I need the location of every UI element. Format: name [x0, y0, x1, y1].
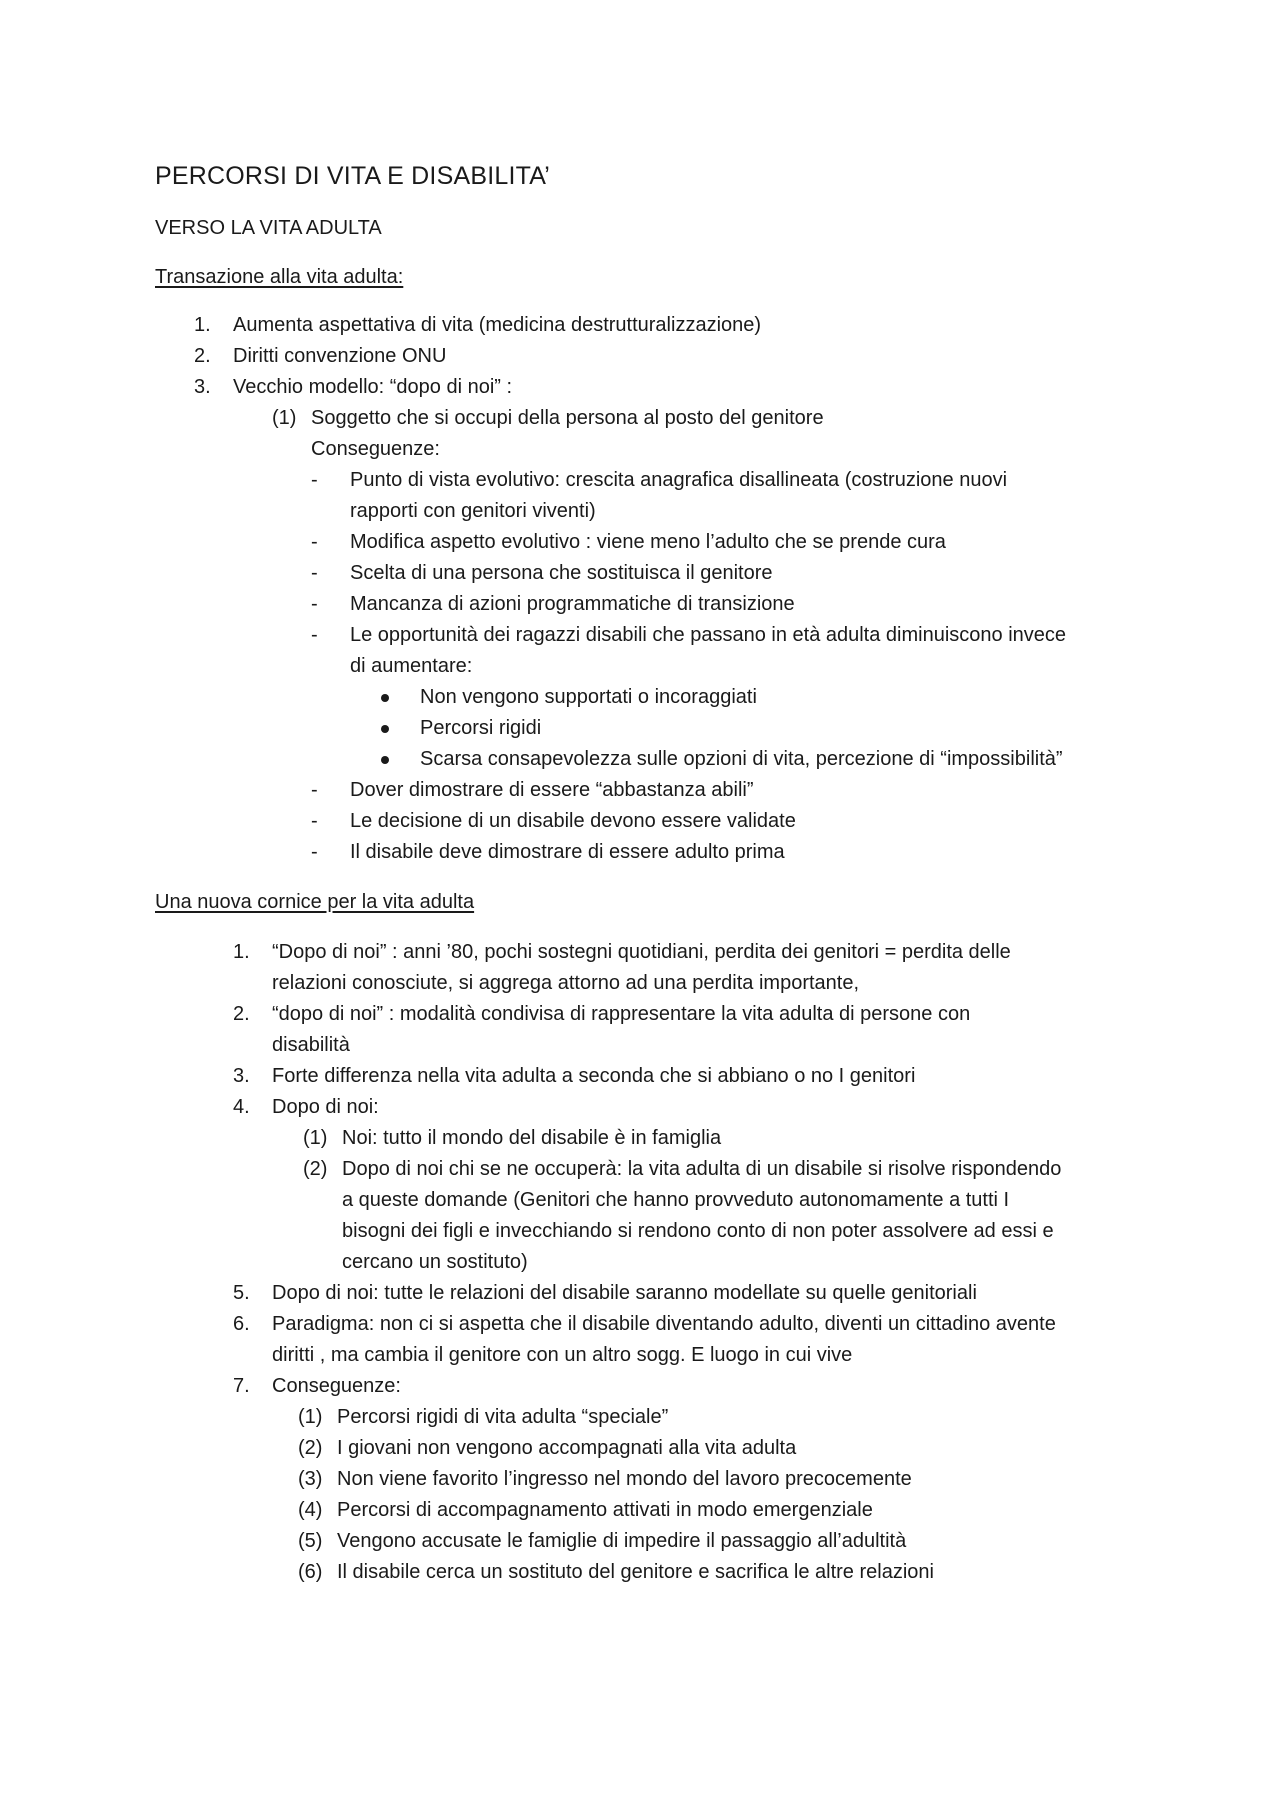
dash-marker: -	[311, 779, 318, 801]
list-number: 1.	[194, 314, 211, 336]
list-item: Dopo di noi: tutte le relazioni del disabile saranno modellate su quelle genitoriali	[272, 1282, 977, 1304]
sub-list-item: Vengono accusate le famiglie di impedire il passaggio all’adultità	[337, 1530, 907, 1552]
dash-item: Scelta di una persona che sostituisca il genitore	[350, 562, 773, 584]
sub-list-item: Non viene favorito l’ingresso nel mondo del lavoro precocemente	[337, 1468, 912, 1490]
consequences-label: Conseguenze:	[311, 438, 440, 460]
dash-item: Le opportunità dei ragazzi disabili che passano in età adulta diminuiscono invece	[350, 624, 1067, 646]
list-item: Forte differenza nella vita adulta a seconda che si abbiano o no I genitori	[272, 1065, 916, 1087]
sub-list-number: (2)	[298, 1437, 323, 1459]
list-number: 3.	[233, 1065, 250, 1087]
sub-list-item: Percorsi rigidi di vita adulta “speciale”	[337, 1406, 669, 1428]
dash-marker: -	[311, 469, 318, 491]
list-number: 2.	[194, 345, 211, 367]
dash-marker: -	[311, 593, 318, 615]
sub-list-item: Dopo di noi chi se ne occuperà: la vita adulta di un disabile si risolve rispondendo	[342, 1158, 1062, 1180]
list-number: 1.	[233, 941, 250, 963]
dash-item-continued: di aumentare:	[350, 655, 473, 677]
list-number: 3.	[194, 376, 211, 398]
sub-list-item: Il disabile cerca un sostituto del genitore e sacrifica le altre relazioni	[337, 1561, 934, 1583]
list-item: Aumenta aspettativa di vita (medicina destrutturalizzazione)	[233, 314, 762, 336]
list-number: 6.	[233, 1313, 250, 1335]
dash-item: Il disabile deve dimostrare di essere adulto prima	[350, 841, 785, 863]
sub-list-number: (5)	[298, 1530, 323, 1552]
dash-item: Punto di vista evolutivo: crescita anagrafica disallineata (costruzione nuovi	[350, 469, 1008, 491]
list-number: 5.	[233, 1282, 250, 1304]
sub-list-item: I giovani non vengono accompagnati alla vita adulta	[337, 1437, 797, 1459]
bullet-item: Non vengono supportati o incoraggiati	[420, 686, 757, 708]
sub-list-number: (1)	[298, 1406, 323, 1428]
dash-item: Modifica aspetto evolutivo : viene meno l’adulto che se prende cura	[350, 531, 946, 553]
bullet-icon	[381, 694, 389, 702]
dash-item: Le decisione di un disabile devono essere validate	[350, 810, 796, 832]
dash-marker: -	[311, 531, 318, 553]
bullet-icon	[381, 725, 389, 733]
dash-marker: -	[311, 562, 318, 584]
sub-list-item: Percorsi di accompagnamento attivati in modo emergenziale	[337, 1499, 873, 1521]
sub-list-number: (1)	[272, 407, 297, 429]
sub-list-number: (4)	[298, 1499, 323, 1521]
dash-marker: -	[311, 624, 318, 646]
sub-list-item-continued: bisogni dei figli e invecchiando si rendono conto di non poter assolvere ad essi e	[342, 1220, 1054, 1242]
list-number: 4.	[233, 1096, 250, 1118]
list-item: Diritti convenzione ONU	[233, 345, 447, 367]
dash-marker: -	[311, 810, 318, 832]
bullet-item: Percorsi rigidi	[420, 717, 542, 739]
list-item-continued: disabilità	[272, 1034, 350, 1056]
list-item: Conseguenze:	[272, 1375, 401, 1397]
bullet-icon	[381, 756, 389, 764]
list-item-continued: relazioni conosciute, si aggrega attorno ad una perdita importante,	[272, 972, 860, 994]
sub-list-item: Soggetto che si occupi della persona al posto del genitore	[311, 407, 824, 429]
document-title: PERCORSI DI VITA E DISABILITA’	[155, 162, 550, 190]
list-number: 7.	[233, 1375, 250, 1397]
sub-list-item: Noi: tutto il mondo del disabile è in famiglia	[342, 1127, 722, 1149]
list-item: “Dopo di noi” : anni ’80, pochi sostegni quotidiani, perdita dei genitori = perdita delle	[272, 941, 1011, 963]
sub-list-number: (3)	[298, 1468, 323, 1490]
section-heading: Una nuova cornice per la vita adulta	[155, 891, 475, 913]
sub-list-number: (2)	[303, 1158, 328, 1180]
document-subtitle: VERSO LA VITA ADULTA	[155, 217, 382, 239]
sub-list-item-continued: cercano un sostituto)	[342, 1251, 528, 1273]
list-item: Paradigma: non ci si aspetta che il disabile diventando adulto, diventi un cittadino avente	[272, 1313, 1056, 1335]
list-number: 2.	[233, 1003, 250, 1025]
dash-marker: -	[311, 841, 318, 863]
dash-item: Mancanza di azioni programmatiche di transizione	[350, 593, 795, 615]
list-item: “dopo di noi” : modalità condivisa di rappresentare la vita adulta di persone con	[272, 1003, 971, 1025]
bullet-item: Scarsa consapevolezza sulle opzioni di vita, percezione di “impossibilità”	[420, 748, 1063, 770]
dash-item-continued: rapporti con genitori viventi)	[350, 500, 596, 522]
dash-item: Dover dimostrare di essere “abbastanza abili”	[350, 779, 754, 801]
sub-list-number: (1)	[303, 1127, 328, 1149]
sub-list-item-continued: a queste domande (Genitori che hanno provveduto autonomamente a tutti I	[342, 1189, 1010, 1211]
list-item: Dopo di noi:	[272, 1096, 379, 1118]
list-item: Vecchio modello: “dopo di noi” :	[233, 376, 513, 398]
sub-list-number: (6)	[298, 1561, 323, 1583]
list-item-continued: diritti , ma cambia il genitore con un altro sogg. E luogo in cui vive	[272, 1344, 853, 1366]
section-heading: Transazione alla vita adulta:	[155, 266, 404, 288]
